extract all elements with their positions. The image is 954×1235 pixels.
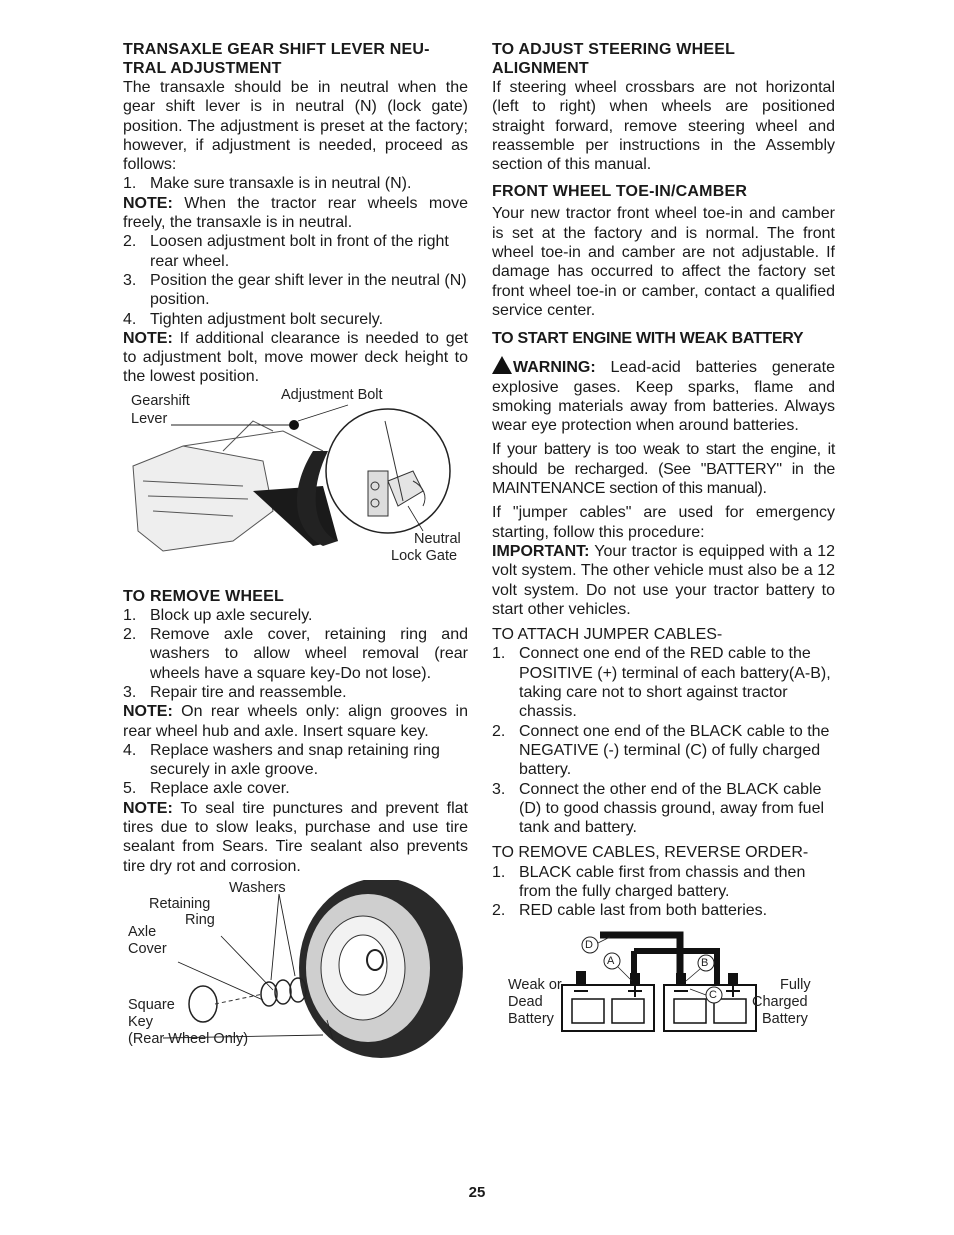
label-charged-battery: Battery bbox=[762, 1010, 808, 1027]
label-lock-gate: Lock Gate bbox=[391, 547, 458, 564]
warning-icon bbox=[492, 356, 512, 374]
attach-steps bbox=[492, 644, 835, 837]
important-text: IMPORTANT: Your tractor is equipped with a 12 volt system. The other vehicle must also be a 12 volt system. Do not use your tractor battery to start other vehicles. bbox=[492, 542, 835, 618]
transaxle-steps-a bbox=[123, 174, 468, 193]
label-b: B bbox=[701, 956, 709, 969]
label-square: Square bbox=[128, 996, 175, 1013]
label-washers: Washers bbox=[229, 879, 286, 896]
section-title-steering: TO ADJUST STEERING WHEEL ALIGNMENT bbox=[492, 41, 735, 77]
label-d: D bbox=[585, 938, 593, 951]
label-axle: Axle bbox=[128, 923, 157, 940]
list-item: 3. Repair tire and reassemble. bbox=[123, 683, 347, 701]
wheel-figure bbox=[123, 880, 468, 1065]
list-item: 4. Tighten adjustment bolt securely. bbox=[123, 310, 384, 328]
list-item: 1. Block up axle securely. bbox=[123, 606, 313, 624]
label-adjustment-bolt: Adjustment Bolt bbox=[281, 386, 383, 403]
label-c: C bbox=[709, 988, 717, 1001]
remove-wheel-note-1: NOTE: On rear wheels only: align grooves in rear wheel hub and axle. Insert square key. bbox=[123, 703, 469, 740]
list-item: 3. Position the gear shift lever in the neutral (N) position. bbox=[123, 271, 467, 309]
remove-wheel-steps-b bbox=[123, 741, 468, 799]
remove-steps bbox=[492, 863, 835, 921]
attach-heading: TO ATTACH JUMPER CABLES- bbox=[492, 626, 723, 644]
warning-text: WARNING: Lead-acid batteries generate explosive gases. Keep sparks, flame and smoking materials away from batteries. Always wear eye protection when around batteries. bbox=[492, 354, 835, 435]
weak-battery-p2: If "jumper cables" are used for emergency starting, follow this procedure: bbox=[492, 504, 835, 541]
jumper-cable-figure bbox=[492, 929, 835, 1039]
label-lever: Lever bbox=[131, 410, 168, 427]
label-gearshift: Gearshift bbox=[131, 392, 190, 409]
label-key: Key bbox=[128, 1013, 153, 1030]
right-column bbox=[492, 40, 835, 1039]
list-item: 2. Remove axle cover, retaining ring and washers to allow wheel removal (rear wheels have a square key-Do not lose). bbox=[123, 626, 468, 682]
label-charged: Charged bbox=[752, 993, 808, 1010]
steering-text: If steering wheel crossbars are not horizontal (left to right) when wheels are positioned straight forward, remove steering wheel and reassemble per instructions in the Assembly section of this manual. bbox=[492, 79, 835, 174]
list-item: 2. RED cable last from both batteries. bbox=[492, 902, 768, 920]
remove-wheel-steps-a bbox=[123, 606, 468, 702]
label-ring: Ring bbox=[185, 911, 215, 928]
transaxle-note-2: NOTE: If additional clearance is needed to get to adjustment bolt, move mower deck height to the lowest position. bbox=[123, 329, 469, 386]
list-item: 1. Connect one end of the RED cable to the POSITIVE (+) terminal of each battery(A-B), taking care not to short against tractor chassis. bbox=[492, 645, 831, 721]
weak-battery-p1: If your battery is too weak to start the engine, it should be recharged. (See "BATTERY" in the MAINTENANCE section of this manual). bbox=[492, 441, 835, 498]
label-weak-battery: Battery bbox=[508, 1010, 554, 1027]
label-rear-wheel-only: (Rear Wheel Only) bbox=[128, 1030, 249, 1047]
section-title-transaxle: TRANSAXLE GEAR SHIFT LEVER NEU-TRAL ADJUSTMENT bbox=[123, 41, 430, 77]
label-neutral: Neutral bbox=[414, 530, 461, 547]
transaxle-note-1: NOTE: When the tractor rear wheels move freely, the transaxle is in neutral. bbox=[123, 194, 468, 232]
list-item: 1. BLACK cable first from chassis and then from the fully charged battery. bbox=[492, 863, 806, 900]
remove-heading: TO REMOVE CABLES, REVERSE ORDER- bbox=[492, 844, 809, 862]
list-item: 3. Connect the other end of the BLACK cable (D) to good chassis ground, away from fuel tank and battery. bbox=[492, 780, 825, 837]
list-item: 2. Connect one end of the BLACK cable to the NEGATIVE (-) terminal (C) of fully charged battery. bbox=[492, 722, 830, 779]
label-dead: Dead bbox=[508, 993, 543, 1010]
label-cover: Cover bbox=[128, 940, 167, 957]
label-a: A bbox=[607, 954, 615, 967]
section-title-weak-battery: TO START ENGINE WITH WEAK BATTERY bbox=[492, 330, 804, 348]
list-item: 1. Make sure transaxle is in neutral (N). bbox=[123, 175, 412, 193]
list-item: 2. Loosen adjustment bolt in front of the right rear wheel. bbox=[123, 233, 449, 270]
section-title-remove-wheel: TO REMOVE WHEEL bbox=[123, 587, 284, 605]
remove-wheel-note-2: NOTE: To seal tire punctures and prevent flat tires due to slow leaks, purchase and use tire sealant from Sears. Tire sealant also prevents tire dry rot and corrosion. bbox=[123, 799, 468, 875]
gearshift-figure bbox=[123, 386, 468, 581]
left-column bbox=[123, 40, 468, 1065]
label-fully: Fully bbox=[780, 976, 811, 993]
toe-in-text: Your new tractor front wheel toe-in and camber is set at the factory and is normal. The front wheel toe-in and camber are not adjustable. If damage has occurred to affect the factory set front wheel toe-in or camber, contact a qualified service center. bbox=[492, 205, 835, 319]
transaxle-steps-b bbox=[123, 232, 468, 328]
list-item: 5. Replace axle cover. bbox=[123, 780, 290, 798]
list-item: 4. Replace washers and snap retaining ring securely in axle groove. bbox=[123, 741, 440, 779]
page-number: 25 bbox=[468, 1184, 486, 1201]
section-title-toe-in: FRONT WHEEL TOE-IN/CAMBER bbox=[492, 183, 748, 201]
transaxle-intro: The transaxle should be in neutral when the gear shift lever is in neutral (N) (lock gate) position. The adjustment is preset at the factory; however, if adjustment is needed, proceed as follows: bbox=[123, 79, 468, 174]
label-retaining: Retaining bbox=[149, 895, 211, 912]
label-weak: Weak or bbox=[508, 976, 562, 993]
